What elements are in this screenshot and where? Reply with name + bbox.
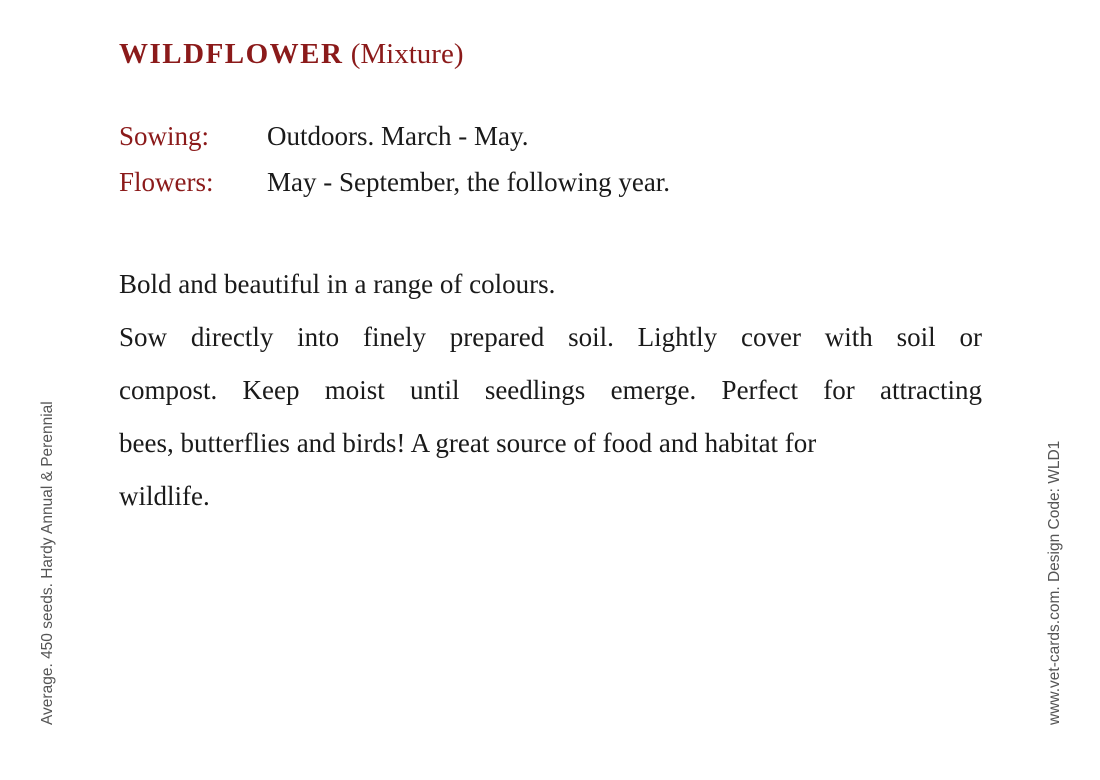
sowing-value: Outdoors. March - May. — [267, 121, 529, 151]
description-line: Sow directly into finely prepared soil. Lightly cover with soil or — [119, 322, 982, 352]
seed-count-side-text: Average. 450 seeds. Hardy Annual & Perennial — [39, 401, 56, 725]
description-line: bees, butterflies and birds! A great source of food and habitat for — [119, 428, 817, 458]
description-line: compost. Keep moist until seedlings emerge. Perfect for attracting — [119, 375, 982, 405]
title-subtitle: (Mixture) — [350, 38, 464, 70]
sowing-row — [119, 118, 528, 154]
description-tagline: Bold and beautiful in a range of colours. — [119, 269, 556, 299]
description-line: wildlife. — [119, 481, 210, 511]
sowing-label: Sowing: — [119, 121, 210, 151]
flowers-label: Flowers: — [119, 167, 214, 197]
card-title — [119, 34, 463, 74]
design-code-side-text: www.vet-cards.com. Design Code: WLD1 — [1046, 440, 1063, 725]
flowers-row — [119, 164, 670, 200]
flowers-value: May - September, the following year. — [267, 167, 671, 197]
title-main: WILDFLOWER — [119, 38, 344, 70]
